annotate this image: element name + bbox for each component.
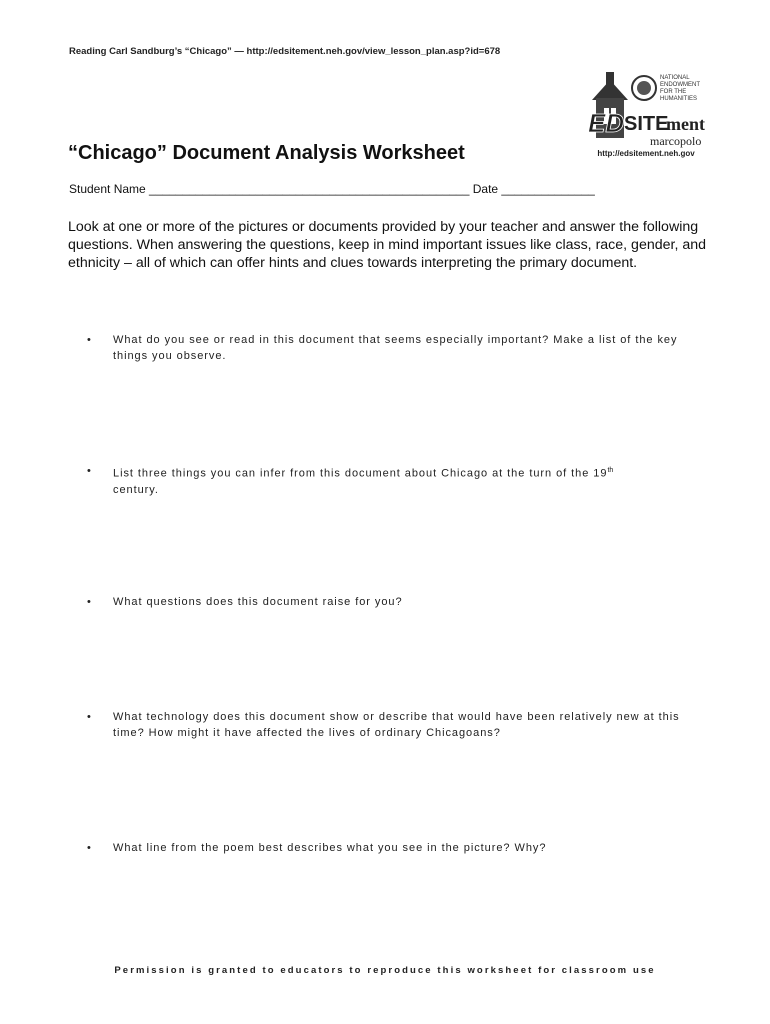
bullet-icon: •: [87, 596, 92, 608]
question-item: [87, 709, 697, 741]
brand-ed: ED: [588, 108, 625, 138]
logo-url: http://edsitement.neh.gov: [597, 149, 695, 158]
question-text: [113, 463, 697, 498]
source-header: Reading Carl Sandburg’s “Chicago” — http://edsitement.neh.gov/view_lesson_plan.asp?id=678: [69, 46, 501, 57]
bullet-icon: •: [87, 334, 92, 346]
question-text: What questions does this document raise for you?: [113, 596, 403, 608]
question-text-part: List three things you can infer from this document about Chicago at the turn of the 19: [113, 467, 608, 480]
superscript: th: [607, 467, 614, 474]
student-name-date-line: Student Name ________________________________________________ Date ______________: [69, 182, 595, 196]
brand-ment: ment: [666, 114, 705, 134]
question-text-part: century.: [113, 483, 159, 496]
question-item: [87, 332, 697, 364]
question-text: What technology does this document show or describe that would have been relatively new at this time? How might it have affected the lives of ordinary Chicagoans?: [113, 711, 680, 739]
bullet-icon: •: [87, 842, 92, 854]
question-text: What do you see or read in this document that seems especially important? Make a list of the key things you observe.: [113, 334, 678, 362]
bullet-icon: •: [87, 711, 92, 723]
worksheet-title: “Chicago” Document Analysis Worksheet: [68, 142, 465, 164]
bullet-icon: •: [87, 465, 92, 477]
question-item: [87, 840, 697, 856]
brand-sub: marcopolo: [650, 134, 702, 148]
question-item: [87, 594, 697, 610]
brand-site: SITE: [624, 113, 669, 135]
instructions-paragraph: Look at one or more of the pictures or documents provided by your teacher and answer the following questions. When answering the questions, keep in mind important issues like class, race, gender, and ethnicity – all of which can offer hints and clues towards interpreting the primary document.: [68, 219, 707, 271]
question-text: What line from the poem best describes what you see in the picture? Why?: [113, 842, 547, 854]
neh-text-1: NATIONAL: [660, 75, 690, 81]
neh-text-2: ENDOWMENT: [660, 82, 700, 88]
neh-text-4: HUMANITIES: [660, 96, 698, 102]
neh-text-3: FOR THE: [660, 89, 687, 95]
question-item: [87, 463, 697, 498]
permission-footer: Permission is granted to educators to reproduce this worksheet for classroom use: [114, 965, 656, 976]
